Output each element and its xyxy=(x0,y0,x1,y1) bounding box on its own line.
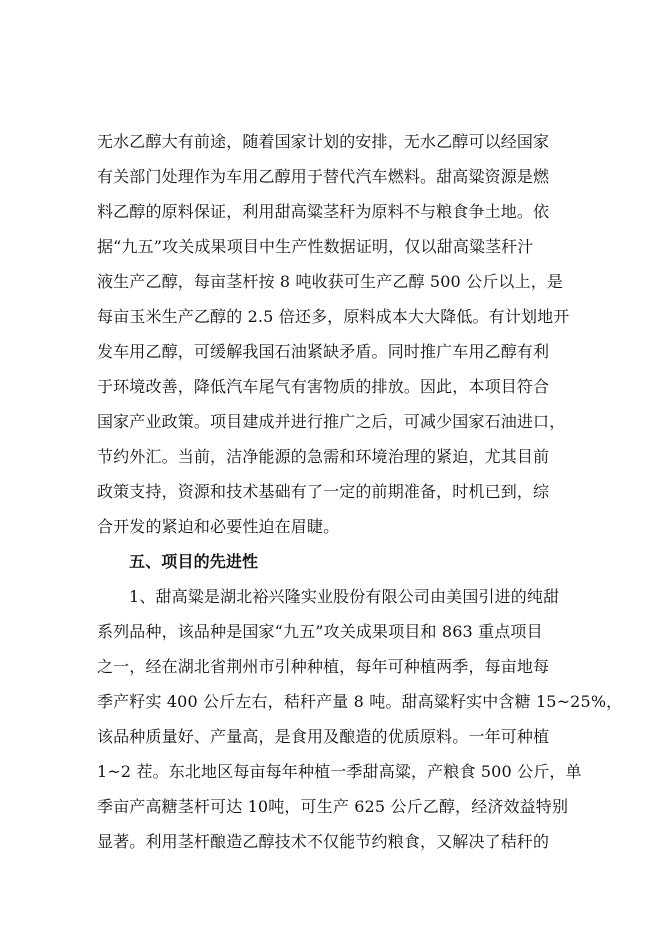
paragraph-line: 显著。利用茎杆酿造乙醇技术不仅能节约粮食，又解决了秸秆的 xyxy=(97,832,550,851)
paragraph-line: 于环境改善，降低汽车尾气有害物质的排放。因此，本项目符合 xyxy=(97,377,550,396)
paragraph-line: 有关部门处理作为车用乙醇用于替代汽车燃料。甜高粱资源是燃 xyxy=(97,167,550,186)
paragraph-line: 合开发的紧迫和必要性迫在眉睫。 xyxy=(97,517,340,536)
paragraph-line: 之一，经在湖北省荆州市引种种植，每年可种植两季，每亩地每 xyxy=(97,657,550,676)
paragraph-line: 节约外汇。当前，洁净能源的急需和环境治理的紧迫，尤其目前 xyxy=(97,447,550,466)
paragraph-line: 料乙醇的原料保证，利用甜高粱茎秆为原料不与粮食争土地。依 xyxy=(97,202,550,221)
paragraph-line: 1、甜高粱是湖北裕兴隆实业股份有限公司由美国引进的纯甜 xyxy=(129,587,560,606)
paragraph-line: 季产籽实 400 公斤左右，秸秆产量 8 吨。甜高粱籽实中含糖 15~25%， xyxy=(97,692,623,711)
paragraph-line: 国家产业政策。项目建成并进行推广之后，可减少国家石油进口， xyxy=(97,412,566,431)
paragraph-line: 无水乙醇大有前途，随着国家计划的安排，无水乙醇可以经国家 xyxy=(97,132,550,151)
section-heading: 五、项目的先进性 xyxy=(129,552,259,571)
paragraph-line: 液生产乙醇，每亩茎杆按 8 吨收获可生产乙醇 500 公斤以上，是 xyxy=(97,272,564,291)
paragraph-line: 发车用乙醇，可缓解我国石油紧缺矛盾。同时推广车用乙醇有利 xyxy=(97,342,550,361)
paragraph-line: 政策支持，资源和技术基础有了一定的前期准备，时机已到，综 xyxy=(97,482,550,501)
paragraph-line: 1~2 茬。东北地区每亩每年种植一季甜高粱，产粮食 500 公斤，单 xyxy=(97,762,582,781)
paragraph-line: 季亩产高糖茎杆可达 10吨，可生产 625 公斤乙醇，经济效益特别 xyxy=(97,797,569,816)
paragraph-line: 系列品种，该品种是国家“九五”攻关成果项目和 863 重点项目 xyxy=(97,622,543,641)
paragraph-line: 该品种质量好、产量高，是食用及酿造的优质原料。一年可种植 xyxy=(97,727,550,746)
paragraph-line: 每亩玉米生产乙醇的 2.5 倍还多，原料成本大大降低。有计划地开 xyxy=(97,307,570,326)
paragraph-line: 据“九五”攻关成果项目中生产性数据证明，仅以甜高粱茎秆汁 xyxy=(97,237,534,256)
